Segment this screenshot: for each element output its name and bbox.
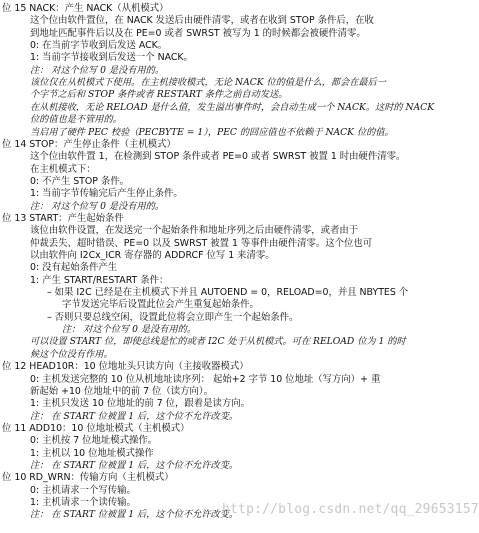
description-line: – 如果 I2C 已经是在主机模式下并且 AUTOEND = 0，RELOAD=0，并且 NBYTES 个 — [47, 287, 409, 299]
note-line: 当启用了硬件 PEC 校验（PECBYTE = 1），PEC 的回应值也不依赖于 NACK 位的值。 — [30, 126, 394, 138]
bit-field-heading: 位 10 RD_WRN：传输方向（主机模式） — [2, 472, 174, 484]
description-line: 1: 当前字节传输完后产生停止条件。 — [30, 188, 183, 200]
note-line: 注： 在 START 位被置 1 后，这个位不允许改变。 — [30, 410, 239, 422]
note-line: 注： 对这个位写 0 是没有用的。 — [30, 64, 165, 76]
description-line: 以由软件向 I2Cx_ICR 寄存器的 ADDRCF 位写 1 来清零。 — [30, 250, 275, 261]
description-line: 1: 主机以 10 位地址模式操作 — [30, 447, 154, 459]
description-line: 0: 不产生 STOP 条件。 — [30, 175, 130, 187]
description-line: 该位由软件设置，在发送完一个起始条件和地址序列之后由硬件清零，或者由于 — [30, 225, 359, 237]
description-line: 字节发送完毕后设置此位会产生重复起始条件。 — [62, 299, 259, 311]
description-line: 这个位由软件置 1，在检测到 STOP 条件或者 PE=0 或者 SWRST 被置 1 时由硬件清零。 — [30, 151, 406, 163]
note-line: 个字节之后和 STOP 条件或者 RESTART 条件之前自动发送。 — [30, 89, 288, 101]
watermark-url: http://blog.csdn.net/qq_29653157 — [222, 502, 479, 517]
description-line: 1: 主机只发送 10 位地址的前 7 位，跟着是读方向。 — [30, 398, 251, 410]
note-line: 候这个位没有作用。 — [30, 348, 113, 360]
description-line: 在主机模式下： — [30, 163, 96, 175]
description-line: 0: 没有起始条件产生 — [30, 262, 118, 274]
description-line: 1: 当前字节接收到后发送一个 NACK。 — [30, 52, 193, 64]
note-line: 注： 对这个位写 0 是没有用的。 — [30, 200, 165, 212]
bit-field-heading: 位 15 NACK：产生 NACK（从机模式） — [2, 3, 169, 14]
description-line: 1: 主机请求一个读传输。 — [30, 497, 136, 508]
description-line: 0: 主机按 7 位地址模式操作。 — [30, 435, 158, 447]
bit-field-heading: 位 12 HEAD10R：10 位地址头只读方向（主接收器模式） — [2, 361, 249, 373]
bit-field-heading: 位 11 ADD10：10 位地址模式（主机模式） — [2, 422, 190, 434]
note-line: 注： 在 START 位被置 1 后，这个位不允许改变。 — [30, 459, 239, 471]
note-line: 在从机接收，无论 RELOAD 是什么值，发生溢出事件时，会自动生成一个 NACK。这时的 NACK — [30, 101, 435, 113]
description-line: 仲裁丢失、超时错误、PE=0 以及 SWRST 被置 1 等事件由硬件清零。这个位也可 — [30, 237, 373, 249]
bit-field-heading: 位 14 STOP：产生停止条件（主机模式） — [2, 138, 176, 150]
note-line: 注： 在 START 位被置 1 后，这个位不允许改变。 — [30, 509, 239, 521]
description-line: – 否则只要总线空闲，设置此位将会立即产生一个起始条件。 — [47, 311, 299, 323]
note-line: 可以设置 START 位，即使总线是忙的或者 I2C 处于从机模式。可在 RELOAD 位为 1 的时 — [30, 336, 406, 348]
note-line: 位的值也是不管用的。 — [30, 114, 122, 126]
description-line: 新起始 +10 位地址中的前 7 位（读方向）。 — [30, 385, 213, 397]
description-line: 1: 产生 START/RESTART 条件： — [30, 274, 169, 286]
description-line: 这个位由软件置位，在 NACK 发送后由硬件清零，或者在收到 STOP 条件后，在收 — [30, 15, 374, 27]
description-line: 0: 主机请求一个写传输。 — [30, 484, 136, 496]
bit-field-heading: 位 13 START：产生起始条件 — [2, 212, 124, 224]
description-line: 0: 主机发送完整的 10 位从机地址读序列： 起始+2 字节 10 位地址（写方向）+ 重 — [30, 373, 381, 385]
note-line: 该位仅在从机模式下使用。在主机接收模式，无论 NACK 位的值是什么，都会在最后一 — [30, 77, 386, 89]
description-line: 0: 在当前字节收到后发送 ACK。 — [30, 40, 168, 52]
description-line: 到地址匹配事件后以及在 PE=0 或者 SWRST 被写为 1 的时候都会被硬件清零。 — [30, 27, 366, 39]
note-line: 注： 对这个位写 0 是没有用的。 — [62, 324, 197, 336]
